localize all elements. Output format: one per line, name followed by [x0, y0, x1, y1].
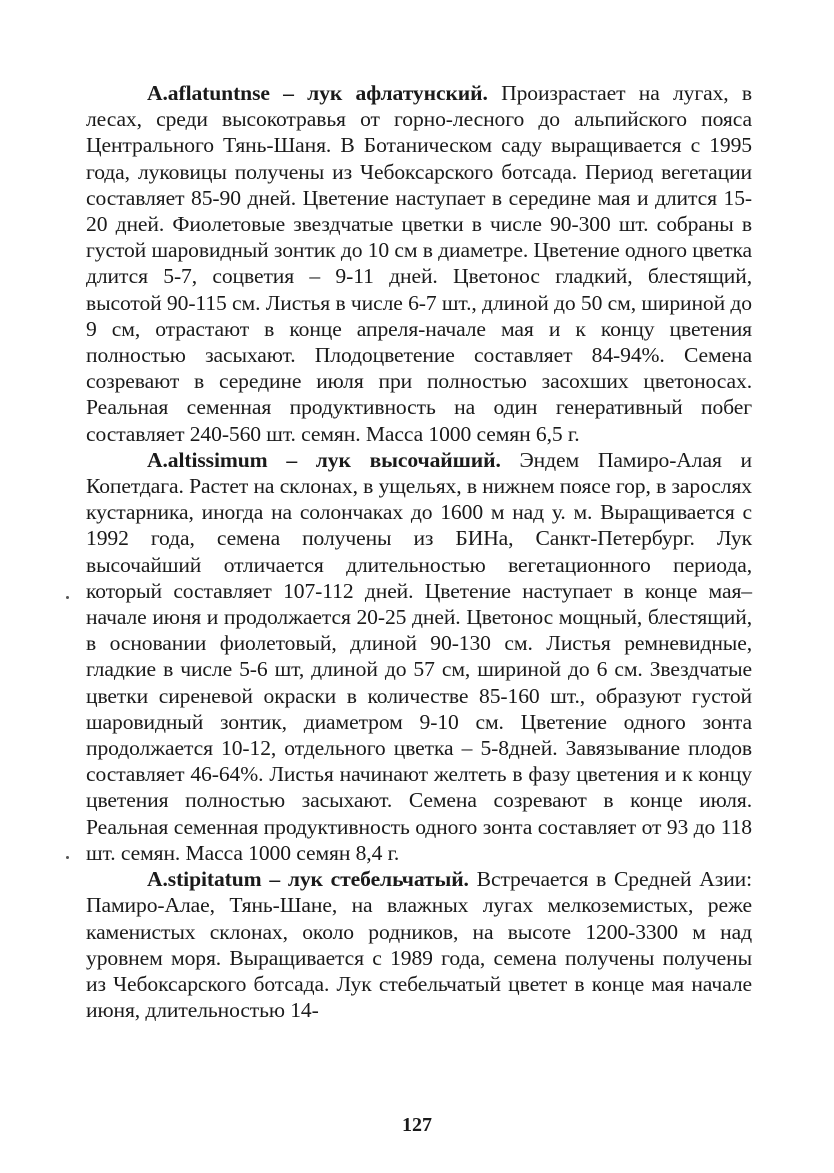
- body-text: [86, 80, 752, 1023]
- species-entry-altissimum: [86, 447, 752, 866]
- species-description: Встречается в Средней Азии: Памиро-Алае, Тянь-Шане, на влажных лугах мелкоземистых, реже каменистых склонах, около родников, на высоте 1200-3300 м над уровнем моря. Выращивается с 1989 года, семена получены получены из Чебоксарского ботсада. Лук стебельчатый цветет в конце мая начале июня, длительностью 14-: [86, 867, 753, 1023]
- species-description: Эндем Памиро-Алая и Копетдага. Растет на склонах, в ущельях, в нижнем поясе гор, в зарослях кустарника, иногда на солончаках до 1600 м над у. м. Выращивается с 1992 года, семена получены из БИНа, Санкт-Петербург. Лук высочайший отличается длительностью вегетационного периода, который составляет 107-112 дней. Цветение наступает в конце мая–начале июня и продолжается 20-25 дней. Цветонос мощный, блестящий, в основании фиолетовый, длиной 90-130 см. Листья ремневидные, гладкие в числе 5-6 шт, длиной до 57 см, шириной до 6 см. Звездчатые цветки сиреневой окраски в количестве 85-160 шт., образуют густой шаровидный зонтик, диаметром 9-10 см. Цветение одного зонта продолжается 10-12, отдельного цветка – 5-8дней. Завязывание плодов составляет 46-64%. Листья начинают желтеть в фазу цветения и к концу цветения полностью засыхают. Семена созревают в конце июля. Реальная семенная продуктивность одного зонта составляет от 93 до 118 шт. семян. Масса 1000 семян 8,4 г.: [86, 447, 753, 865]
- scan-speck: [66, 596, 69, 599]
- scan-speck: [66, 856, 69, 859]
- page-number: 127: [402, 1114, 432, 1136]
- species-entry-aflatunense: [86, 80, 752, 447]
- species-name: A.altissimum – лук высочайший.: [147, 447, 501, 472]
- species-name: A.aflatuntnse – лук афлатунский.: [147, 81, 488, 105]
- species-name: A.stipitatum – лук стебельчатый.: [147, 867, 469, 892]
- species-description: Произрастает на лугах, в лесах, среди высокотравья от горно-лесного до альпийского пояса Центрального Тянь-Шаня. В Ботаническом саду выращивается с 1995 года, луковицы получены из Чебоксарского ботсада. Период вегетации составляет 85-90 дней. Цветение наступает в середине мая и длится 15-20 дней. Фиолетовые звездчатые цветки в числе 90-300 шт. собраны в густой шаровидный зонтик до 10 см в диаметре. Цветение одного цветка длится 5-7, соцветия – 9-11 дней. Цветонос гладкий, блестящий, высотой 90-115 см. Листья в числе 6-7 шт., длиной до 50 см, шириной до 9 см, отрастают в конце апреля-начале мая и к концу цветения полностью засыхают. Плодоцветение составляет 84-94%. Семена созревают в середине июля при полностью засохших цветоносах. Реальная семенная продуктивность на один генеративный побег составляет 240-560 шт. семян. Масса 1000 семян 6,5 г.: [86, 81, 753, 446]
- species-entry-stipitatum: [86, 866, 752, 1023]
